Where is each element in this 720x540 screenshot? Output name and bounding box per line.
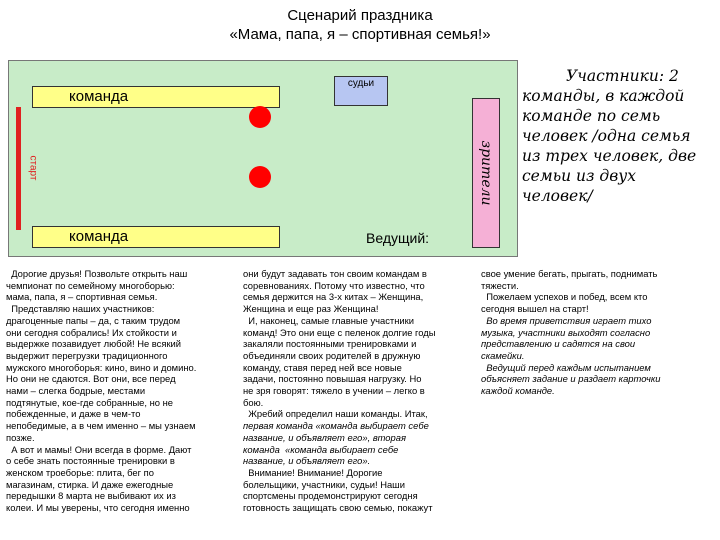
- script-line: каждой команде.: [481, 385, 555, 397]
- script-line: о себе знать постоянные тренировки в: [6, 455, 175, 467]
- script-line: команд! Это они еще с пеленок долгие годы: [243, 326, 436, 338]
- script-line: закаляли постоянными тренировками и: [243, 338, 417, 350]
- script-line: выдержит перегрузки традиционного: [6, 349, 168, 361]
- participants-line: человек /одна семья: [522, 127, 691, 145]
- participants-line: команде по семь: [522, 107, 661, 125]
- script-line: передышки 8 марта не выбивают их из: [6, 490, 176, 502]
- script-line: чемпионат по семейному многоборью:: [6, 279, 175, 291]
- script-line: непобедимые, а в чем именно – мы узнаем: [6, 420, 196, 432]
- script-line: позже.: [6, 431, 35, 443]
- script-line: команда «команда выбирает себе: [243, 443, 399, 455]
- script-line: бою.: [243, 396, 264, 408]
- script-line: Жребий определил наши команды. Итак,: [243, 408, 428, 420]
- script-line: задачи, постоянно повышая нагрузку. Но: [243, 373, 422, 385]
- marker-dot-bottom: [249, 166, 271, 188]
- participants-text: [522, 66, 720, 206]
- script-line: не зря говорят: тяжело в учении – легко в: [243, 385, 425, 397]
- script-line: побежденные, и даже в чем-то: [6, 408, 141, 420]
- script-line: Но они не сдаются. Вот они, все перед: [6, 373, 176, 385]
- script-line: Представляю наших участников:: [6, 303, 155, 315]
- script-line: подтянутые, кое-где собранные, но не: [6, 396, 173, 408]
- script-line: мужского многоборья: кино, вино и домино.: [6, 361, 197, 373]
- marker-dot-top: [249, 106, 271, 128]
- title-line-1: Сценарий праздника: [287, 7, 433, 24]
- host-label: Ведущий:: [366, 230, 430, 246]
- script-line: болельщики, участники, судьи! Наши: [243, 478, 405, 490]
- script-line: они сегодня собрались! Их стойкости и: [6, 326, 177, 338]
- script-line: соревнованиях. Потому что известно, что: [243, 279, 425, 291]
- script-line: название, и объявляет его».: [243, 455, 371, 467]
- script-line: музыка, участники выходят согласно: [481, 326, 651, 338]
- script-line: выдержке позавидует любой! Не всякий: [6, 338, 182, 350]
- script-line: колеи. И мы уверены, что сегодня именно: [6, 502, 190, 514]
- script-line: женском троеборье: плита, бег по: [6, 466, 154, 478]
- script-line: скамейки.: [481, 349, 525, 361]
- start-line: [16, 107, 21, 230]
- start-label: старт: [27, 155, 39, 181]
- spectators-box: [472, 98, 500, 248]
- script-column-2: [243, 268, 479, 514]
- script-line: свое умение бегать, прыгать, поднимать: [481, 268, 658, 279]
- script-line: А вот и мамы! Они всегда в форме. Дают: [6, 443, 192, 455]
- participants-line: команды, в каждой: [522, 87, 685, 105]
- script-column-1: [6, 268, 242, 514]
- script-line: они будут задавать тон своим командам в: [243, 268, 427, 279]
- script-line: готовность защищать свою семью, покажут: [243, 502, 433, 514]
- script-line: Женщина и еще раз Женщина!: [243, 303, 379, 315]
- script-line: мама, папа, я – спортивная семья.: [6, 291, 158, 303]
- script-line: спортсмены продемонстрируют сегодня: [243, 490, 418, 502]
- script-line: сегодня вышел на старт!: [481, 303, 589, 315]
- script-line: название, и объявляет его», вторая: [243, 431, 406, 443]
- script-line: И, наконец, самые главные участники: [243, 314, 414, 326]
- script-line: семья держится на 3-х китах – Женщина,: [243, 291, 424, 303]
- page-title: [0, 6, 720, 44]
- script-line: нами – слегка бодрые, местами: [6, 385, 146, 397]
- participants-line: Участники: 2: [566, 67, 679, 85]
- script-line: команду, ставя перед ней все новые: [243, 361, 402, 373]
- script-line: представлению и садятся на свои: [481, 338, 636, 350]
- script-column-3: [481, 268, 717, 397]
- script-line: драгоценные папы – да, с таким трудом: [6, 314, 181, 326]
- script-line: тяжести.: [481, 279, 519, 291]
- script-line: магазинам, стирка. И даже ежегодные: [6, 478, 174, 490]
- judges-box: судьи: [334, 76, 388, 106]
- script-line: Ведущий перед каждым испытанием: [481, 361, 651, 373]
- spectators-label: зрители: [478, 140, 494, 206]
- script-line: Во время приветствия играет тихо: [481, 314, 652, 326]
- participants-line: семьи из двух: [522, 167, 636, 185]
- script-line: объединяли своих родителей в дружную: [243, 349, 421, 361]
- script-line: Пожелаем успехов и побед, всем кто: [481, 291, 648, 303]
- participants-line: из трех человек, две: [522, 147, 697, 165]
- participants-line: человек/: [522, 187, 593, 205]
- script-line: Дорогие друзья! Позвольте открыть наш: [6, 268, 188, 279]
- script-line: Внимание! Внимание! Дорогие: [243, 466, 383, 478]
- script-line: объясняет задание и раздает карточки: [481, 373, 661, 385]
- team-bottom-box: команда: [32, 226, 280, 248]
- script-line: первая команда «команда выбирает себе: [243, 420, 429, 432]
- team-top-box: команда: [32, 86, 280, 108]
- title-line-2: «Мама, папа, я – спортивная семья!»: [229, 26, 491, 43]
